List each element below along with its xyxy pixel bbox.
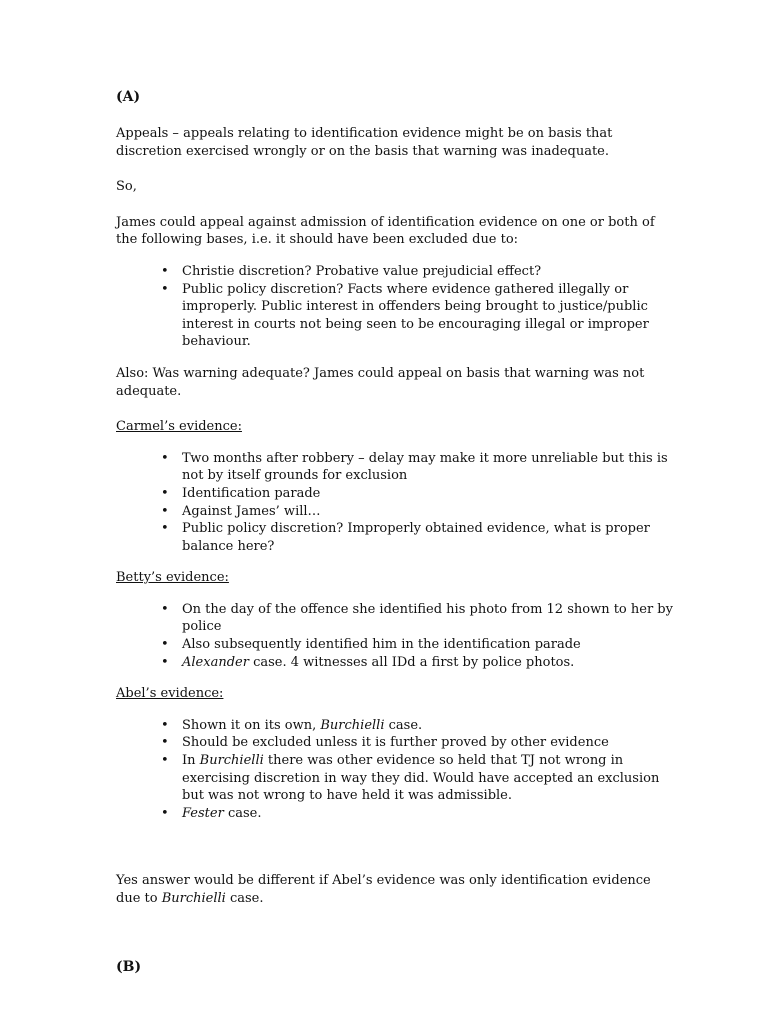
item-text: case. 4 witnesses all IDd a first by police photos. xyxy=(248,654,575,670)
carmel-evidence-label: Carmel’s evidence: xyxy=(116,419,242,435)
list-item: • Identification parade xyxy=(182,485,676,503)
list-item: • Two months after robbery – delay may make it more unreliable but this is not by itself grounds for exclusion xyxy=(182,450,676,485)
list-item: • Also subsequently identified him in the identification parade xyxy=(182,636,676,654)
part-b-heading: (B) xyxy=(116,958,142,975)
case-name: Fester xyxy=(182,805,224,821)
list-item: • Against James’ will… xyxy=(182,503,676,521)
abel-evidence-list xyxy=(116,717,676,823)
case-name: Burchielli xyxy=(320,717,385,733)
abel-evidence-label: Abel’s evidence: xyxy=(116,686,224,702)
item-text: there was other evidence so held that TJ not wrong in exercising discretion in way they did. Would have accepted an exclusion but was not wrong to have held it was admissible. xyxy=(182,753,660,804)
list-item xyxy=(182,752,676,805)
carmel-evidence-list xyxy=(116,450,676,556)
list-item xyxy=(182,717,676,735)
item-text: case. xyxy=(384,717,423,733)
list-item: • On the day of the offence she identified his photo from 12 shown to her by police xyxy=(182,601,676,636)
list-item: • Public policy discretion? Improperly obtained evidence, what is proper balance here? xyxy=(182,520,676,555)
case-name: Burchielli xyxy=(161,891,226,906)
list-item xyxy=(182,654,676,672)
list-item: • Public policy discretion? Facts where evidence gathered illegally or improperly. Public interest in offenders being brought to justice/public interest in courts not being seen to be encouraging illegal or improper behaviour. xyxy=(182,281,676,351)
item-text: Shown it on its own, xyxy=(182,717,321,733)
also-paragraph: Also: Was warning adequate? James could appeal on basis that warning was not adequate. xyxy=(116,365,645,399)
document-body xyxy=(116,88,676,976)
item-text: case. xyxy=(223,805,262,821)
list-item xyxy=(182,805,676,823)
item-text: In xyxy=(182,753,200,769)
case-name: Alexander xyxy=(182,654,249,670)
conclusion-text: Yes answer would be different if Abel’s evidence was only identification evidence due to xyxy=(116,873,651,906)
list-item: • Christie discretion? Probative value prejudicial effect? xyxy=(182,263,676,281)
so-paragraph: So, xyxy=(116,179,137,195)
conclusion-text: case. xyxy=(225,891,264,906)
list-item: • Should be excluded unless it is further proved by other evidence xyxy=(182,734,676,752)
case-name: Burchielli xyxy=(199,753,264,769)
intro-paragraph: Appeals – appeals relating to identification evidence might be on basis that discretion exercised wrongly or on the basis that warning was inadequate. xyxy=(116,126,613,159)
bases-list xyxy=(116,263,676,351)
betty-evidence-label: Betty’s evidence: xyxy=(116,570,229,586)
part-a-heading: (A) xyxy=(116,89,141,105)
james-appeal-paragraph: James could appeal against admission of identification evidence on one or both of the following bases, i.e. it should have been excluded due to: xyxy=(116,214,655,248)
conclusion-paragraph xyxy=(116,872,676,907)
betty-evidence-list xyxy=(116,601,676,671)
